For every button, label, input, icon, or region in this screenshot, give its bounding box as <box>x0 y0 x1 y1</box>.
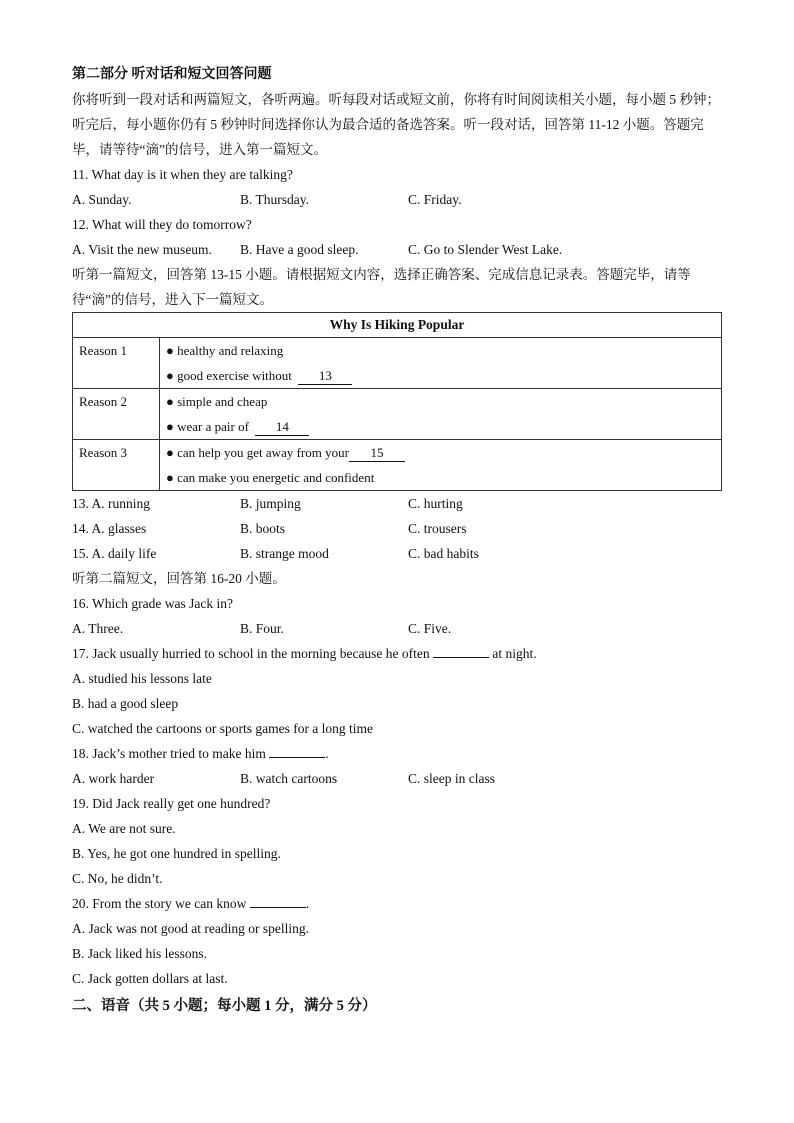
section-2-title: 二、语音（共 5 小题；每小题 1 分，满分 5 分） <box>72 998 377 1014</box>
q19-option-b: B. Yes, he got one hundred in spelling. <box>72 846 281 861</box>
q15-option-c: C. bad habits <box>408 546 479 561</box>
bullet-item <box>166 363 721 388</box>
reason-bullets <box>160 440 722 491</box>
q13-option-c: C. hurting <box>408 496 463 511</box>
question-16-stem: 16. Which grade was Jack in? <box>72 596 233 611</box>
bullet-item: ● healthy and relaxing <box>166 343 284 358</box>
exam-page <box>72 62 722 1019</box>
question-12-options <box>72 237 722 262</box>
bullet-item: ● can make you energetic and confident <box>166 470 375 485</box>
q11-option-a: A. Sunday. <box>72 192 132 207</box>
q14-option-c: C. trousers <box>408 521 467 536</box>
question-15-options <box>72 541 722 566</box>
info-record-table <box>72 312 722 491</box>
question-19-stem: 19. Did Jack really get one hundred? <box>72 796 271 811</box>
table-row <box>73 440 722 491</box>
q20-option-c: C. Jack gotten dollars at last. <box>72 971 228 986</box>
passage-1-instructions: 听第一篇短文，回答第 13-15 小题。请根据短文内容，选择正确答案、完成信息记录表。答题完毕，请等待“滴”的信号，进入下一篇短文。 <box>72 267 691 307</box>
table-row <box>73 389 722 440</box>
table-row <box>73 338 722 389</box>
bullet-text: ● wear a pair of <box>166 419 249 434</box>
reason-label: Reason 2 <box>73 389 160 440</box>
question-20-stem <box>72 891 722 916</box>
q17-stem-text: 17. Jack usually hurried to school in the morning because he often <box>72 646 430 661</box>
q17-stem-end: at night. <box>492 646 537 661</box>
question-14-options <box>72 516 722 541</box>
answer-blank-13: 13 <box>298 368 352 385</box>
q11-option-b: B. Thursday. <box>240 192 309 207</box>
reason-bullets <box>160 338 722 389</box>
q15-option-a: 15. A. daily life <box>72 546 157 561</box>
table-title: Why Is Hiking Popular <box>73 313 722 338</box>
q18-option-b: B. watch cartoons <box>240 771 338 786</box>
q14-option-b: B. boots <box>240 521 286 536</box>
q16-option-c: C. Five. <box>408 621 452 636</box>
q13-option-a: 13. A. running <box>72 496 151 511</box>
q12-option-b: B. Have a good sleep. <box>240 242 359 257</box>
bullet-text: ● can help you get away from your <box>166 445 349 460</box>
q20-stem-text: 20. From the story we can know <box>72 896 247 911</box>
answer-blank-14: 14 <box>255 419 309 436</box>
question-11-stem: 11. What day is it when they are talking? <box>72 167 293 182</box>
q19-option-c: C. No, he didn’t. <box>72 871 163 886</box>
q12-option-c: C. Go to Slender West Lake. <box>408 242 563 257</box>
answer-blank <box>433 657 489 658</box>
q11-option-c: C. Friday. <box>408 192 462 207</box>
question-11-options <box>72 187 722 212</box>
reason-label: Reason 1 <box>73 338 160 389</box>
q20-stem-end: . <box>305 896 310 911</box>
q17-option-c: C. watched the cartoons or sports games for a long time <box>72 721 374 736</box>
q15-option-b: B. strange mood <box>240 546 329 561</box>
q12-option-a: A. Visit the new museum. <box>72 242 212 257</box>
question-17-stem <box>72 641 722 666</box>
q14-option-a: 14. A. glasses <box>72 521 147 536</box>
q18-option-a: A. work harder <box>72 771 155 786</box>
q18-stem-text: 18. Jack’s mother tried to make him <box>72 746 266 761</box>
bullet-item <box>166 414 721 439</box>
q20-option-b: B. Jack liked his lessons. <box>72 946 207 961</box>
answer-blank <box>269 757 325 758</box>
answer-blank <box>250 907 306 908</box>
bullet-item <box>166 440 721 465</box>
q16-option-b: B. Four. <box>240 621 284 636</box>
q13-option-b: B. jumping <box>240 496 301 511</box>
q17-option-b: B. had a good sleep <box>72 696 179 711</box>
passage-2-instructions: 听第二篇短文，回答第 16-20 小题。 <box>72 571 286 586</box>
question-18-options <box>72 766 722 791</box>
part-instructions: 你将听到一段对话和两篇短文，各听两遍。听每段对话或短文前，你将有时间阅读相关小题，每小题 5 秒钟；听完后，每小题你仍有 5 秒钟时间选择你认为最合适的备选答案。听一段对话，回答第 11-12 小题。答题完毕，请等待“滴”的信号，进入第一篇短文。 <box>72 92 720 157</box>
question-12-stem: 12. What will they do tomorrow? <box>72 217 252 232</box>
reason-bullets <box>160 389 722 440</box>
q18-option-c: C. sleep in class <box>408 771 495 786</box>
part-title: 第二部分 听对话和短文回答问题 <box>72 67 272 82</box>
q18-stem-end: . <box>325 746 329 761</box>
answer-blank-15: 15 <box>349 445 405 462</box>
q19-option-a: A. We are not sure. <box>72 821 176 836</box>
question-18-stem <box>72 741 722 766</box>
bullet-text: ● good exercise without <box>166 368 292 383</box>
question-13-options <box>72 491 722 516</box>
question-16-options <box>72 616 722 641</box>
q16-option-a: A. Three. <box>72 621 124 636</box>
bullet-item: ● simple and cheap <box>166 394 268 409</box>
q20-option-a: A. Jack was not good at reading or spelling. <box>72 921 309 936</box>
q17-option-a: A. studied his lessons late <box>72 671 212 686</box>
reason-label: Reason 3 <box>73 440 160 491</box>
